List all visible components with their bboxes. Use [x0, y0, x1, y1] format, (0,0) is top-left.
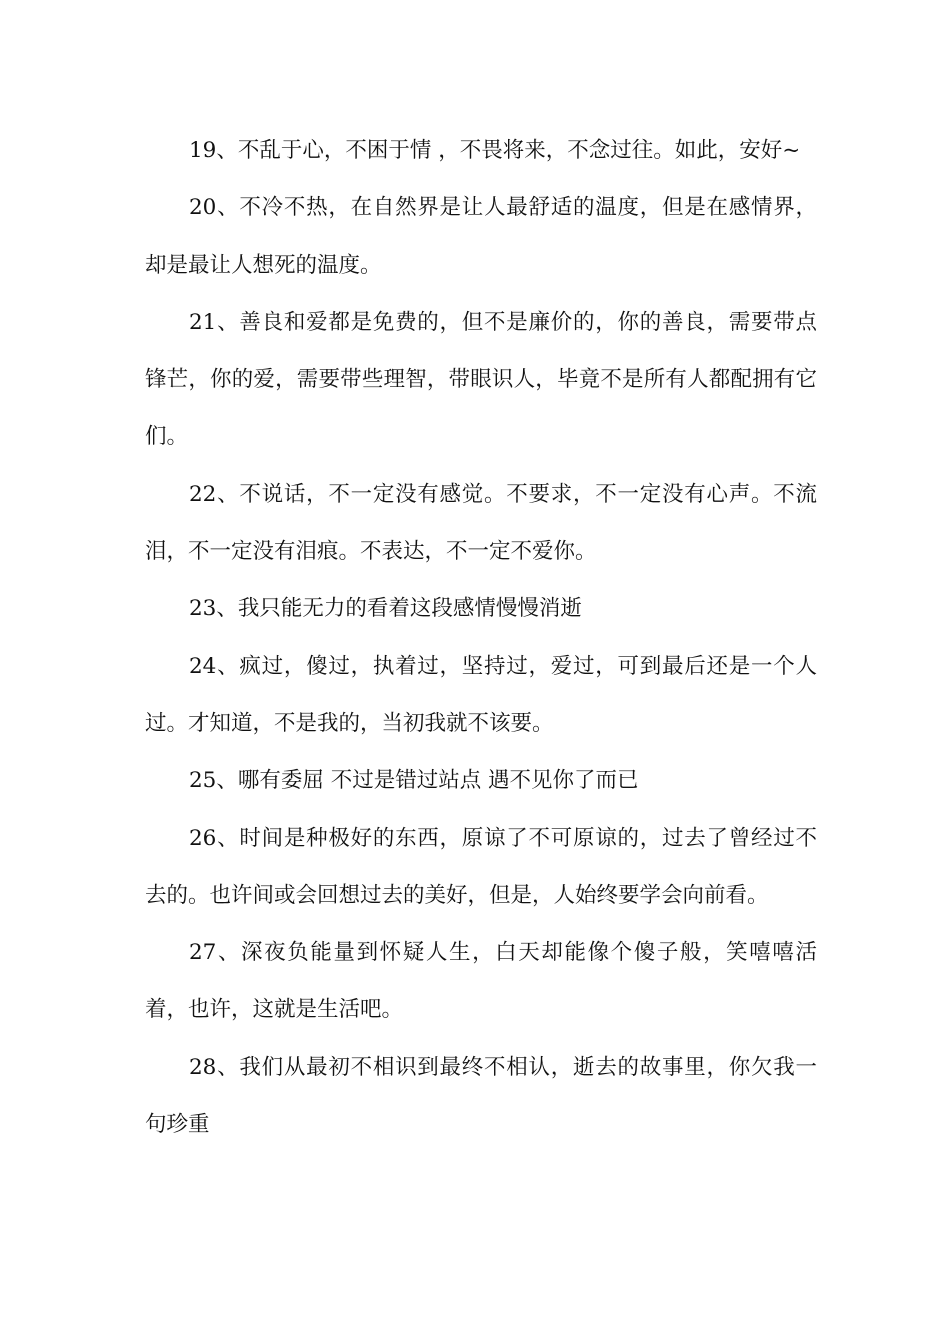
paragraph-26: 26、时间是种极好的东西，原谅了不可原谅的，过去了曾经过不去的。也许间或会回想过去的美好，但是，人始终要学会向前看。 [145, 825, 817, 908]
paragraph-19: 19、不乱于心，不困于情 ，不畏将来，不念过往。如此，安好~ [189, 138, 801, 163]
paragraph-22: 22、不说话，不一定没有感觉。不要求，不一定没有心声。不流泪，不一定没有泪痕。不表达，不一定不爱你。 [145, 481, 817, 565]
paragraph-23: 23、我只能无力的看着这段感情慢慢消逝 [189, 596, 582, 622]
paragraph-27: 27、深夜负能量到怀疑人生，白天却能像个傻子般，笑嘻嘻活着，也许，这就是生活吧。 [145, 940, 817, 1023]
paragraph-25: 25、哪有委屈 不过是错过站点 遇不见你了而已 [189, 768, 639, 794]
paragraph-21: 21、善良和爱都是免费的，但不是廉价的，你的善良，需要带点锋芒，你的爱，需要带些理智，带眼识人，毕竟不是所有人都配拥有它们。 [145, 309, 817, 450]
document-body [145, 122, 817, 1153]
paragraph-28: 28、我们从最初不相识到最终不相认，逝去的故事里，你欠我一句珍重 [145, 1054, 817, 1138]
paragraph-20: 20、不冷不热，在自然界是让人最舒适的温度，但是在感情界，却是最让人想死的温度。 [145, 195, 817, 278]
paragraph-24: 24、疯过，傻过，执着过，坚持过，爱过，可到最后还是一个人过。才知道，不是我的，当初我就不该要。 [145, 653, 817, 736]
